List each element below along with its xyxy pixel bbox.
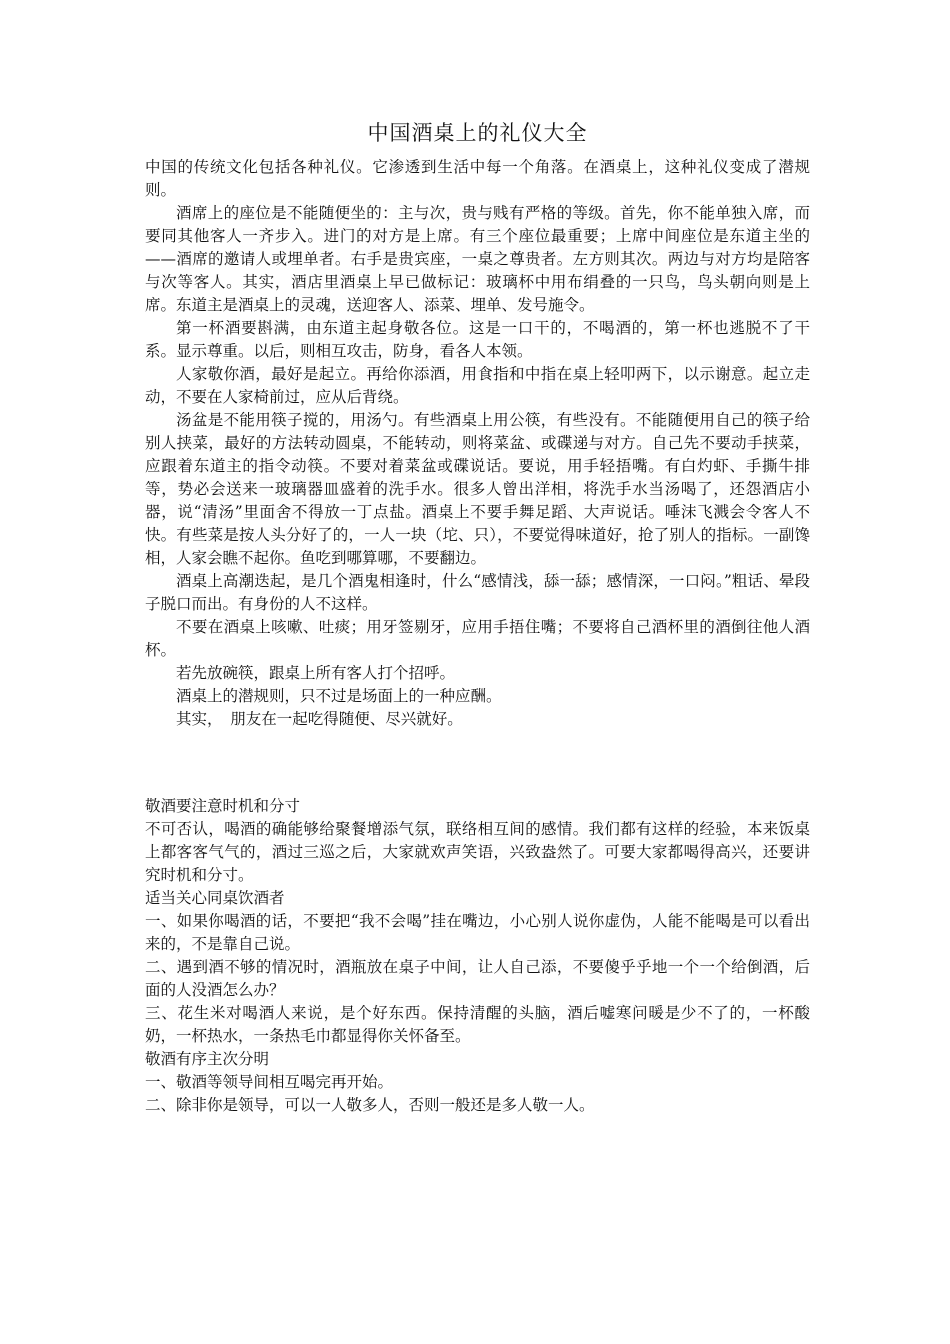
paragraph-responding-toast: 人家敬你酒，最好是起立。再给你添酒，用食指和中指在桌上轻叩两下，以示谢意。起立走动，不要在人家椅前过，应从后背绕。	[145, 365, 810, 406]
section-heading-timing: 敬酒要注意时机和分寸	[145, 797, 301, 815]
paragraph-first-toast: 第一杯酒要斟满，由东道主起身敬各位。这是一口干的，不喝酒的，第一杯也逃脱不了干系。显示尊重。以后，则相互攻击，防身，看各人本领。	[145, 319, 810, 360]
paragraph-seating: 酒席上的座位是不能随便坐的：主与次，贵与贱有严格的等级。首先，你不能单独入席，而要同其他客人一齐步入。进门的对方是上席。有三个座位最重要；上席中间座位是东道主坐的——酒席的邀请人或埋单者。右手是贵宾座，一桌之尊贵者。左方则其次。两边与对方均是陪客与次等客人。其实，酒店里酒桌上早已做标记：玻璃杯中用布绢叠的一只鸟，鸟头朝向则是上席。东道主是酒桌上的灵魂，送迎客人、添菜、埋单、发号施令。	[145, 204, 810, 314]
paragraph-drunk-talk: 酒桌上高潮迭起，是几个酒鬼相逢时，什么“感情浅，舔一舔；感情深，一口闷。”粗话、晕段子脱口而出。有身份的人不这样。	[145, 572, 810, 613]
section-text-timing: 不可否认，喝酒的确能够给聚餐增添气氛，联络相互间的感情。我们都有这样的经验，本来饭桌上都客客气气的，酒过三巡之后，大家就欢声笑语，兴致盎然了。可要大家都喝得高兴，还要讲究时机和分寸。	[145, 820, 810, 884]
intro-paragraph: 中国的传统文化包括各种礼仪。它渗透到生活中每一个角落。在酒桌上，这种礼仪变成了潜规则。	[145, 158, 810, 199]
paragraph-social: 酒桌上的潜规则，只不过是场面上的一种应酬。	[176, 687, 502, 705]
section-heading-care: 适当关心同桌饮酒者	[145, 889, 285, 907]
list-item: 一、敬酒等领导间相互喝完再开始。	[145, 1073, 394, 1091]
list-item: 一、如果你喝酒的话，不要把“我不会喝”挂在嘴边，小心别人说你虚伪，人能不能喝是可以看出来的，不是靠自己说。	[145, 912, 810, 953]
section-spacer	[145, 731, 810, 795]
paragraph-table-manners: 汤盆是不能用筷子搅的，用汤勺。有些酒桌上用公筷，有些没有。不能随便用自己的筷子给别人挟菜，最好的方法转动圆桌，不能转动，则将菜盆、或碟递与对方。自己先不要动手挟菜，应跟着东道主的指令动筷。不要对着菜盆或碟说话。要说，用手轻捂嘴。有白灼虾、手撕牛排等，势必会送来一玻璃器皿盛着的洗手水。很多人曾出洋相，将洗手水当汤喝了，还怨酒店小器，说“清汤”里面舍不得放一丁点盐。酒桌上不要手舞足蹈、大声说话。唾沫飞溅会令客人不快。有些菜是按人头分好了的，一人一块（坨、只），不要觉得味道好，抢了别人的指标。一副馋相，人家会瞧不起你。鱼吃到哪算哪，不要翻边。	[145, 411, 810, 567]
paragraph-hygiene: 不要在酒桌上咳嗽、吐痰；用牙签剔牙，应用手捂住嘴；不要将自己酒杯里的酒倒往他人酒杯。	[145, 618, 810, 659]
section-heading-order: 敬酒有序主次分明	[145, 1050, 270, 1068]
paragraph-conclusion: 其实， 朋友在一起吃得随便、尽兴就好。	[176, 710, 463, 728]
list-item: 二、除非你是领导，可以一人敬多人，否则一般还是多人敬一人。	[145, 1096, 595, 1114]
paragraph-leaving: 若先放碗筷，跟桌上所有客人打个招呼。	[176, 664, 456, 682]
document-title: 中国酒桌上的礼仪大全	[367, 121, 588, 145]
list-item: 三、花生米对喝酒人来说，是个好东西。保持清醒的头脑，酒后嘘寒问暖是少不了的，一杯酸奶，一杯热水，一条热毛巾都显得你关怀备至。	[145, 1004, 810, 1045]
list-item: 二、遇到酒不够的情况时，酒瓶放在桌子中间，让人自己添，不要傻乎乎地一个一个给倒酒，后面的人没酒怎么办？	[145, 958, 810, 999]
document-page	[145, 118, 810, 1117]
